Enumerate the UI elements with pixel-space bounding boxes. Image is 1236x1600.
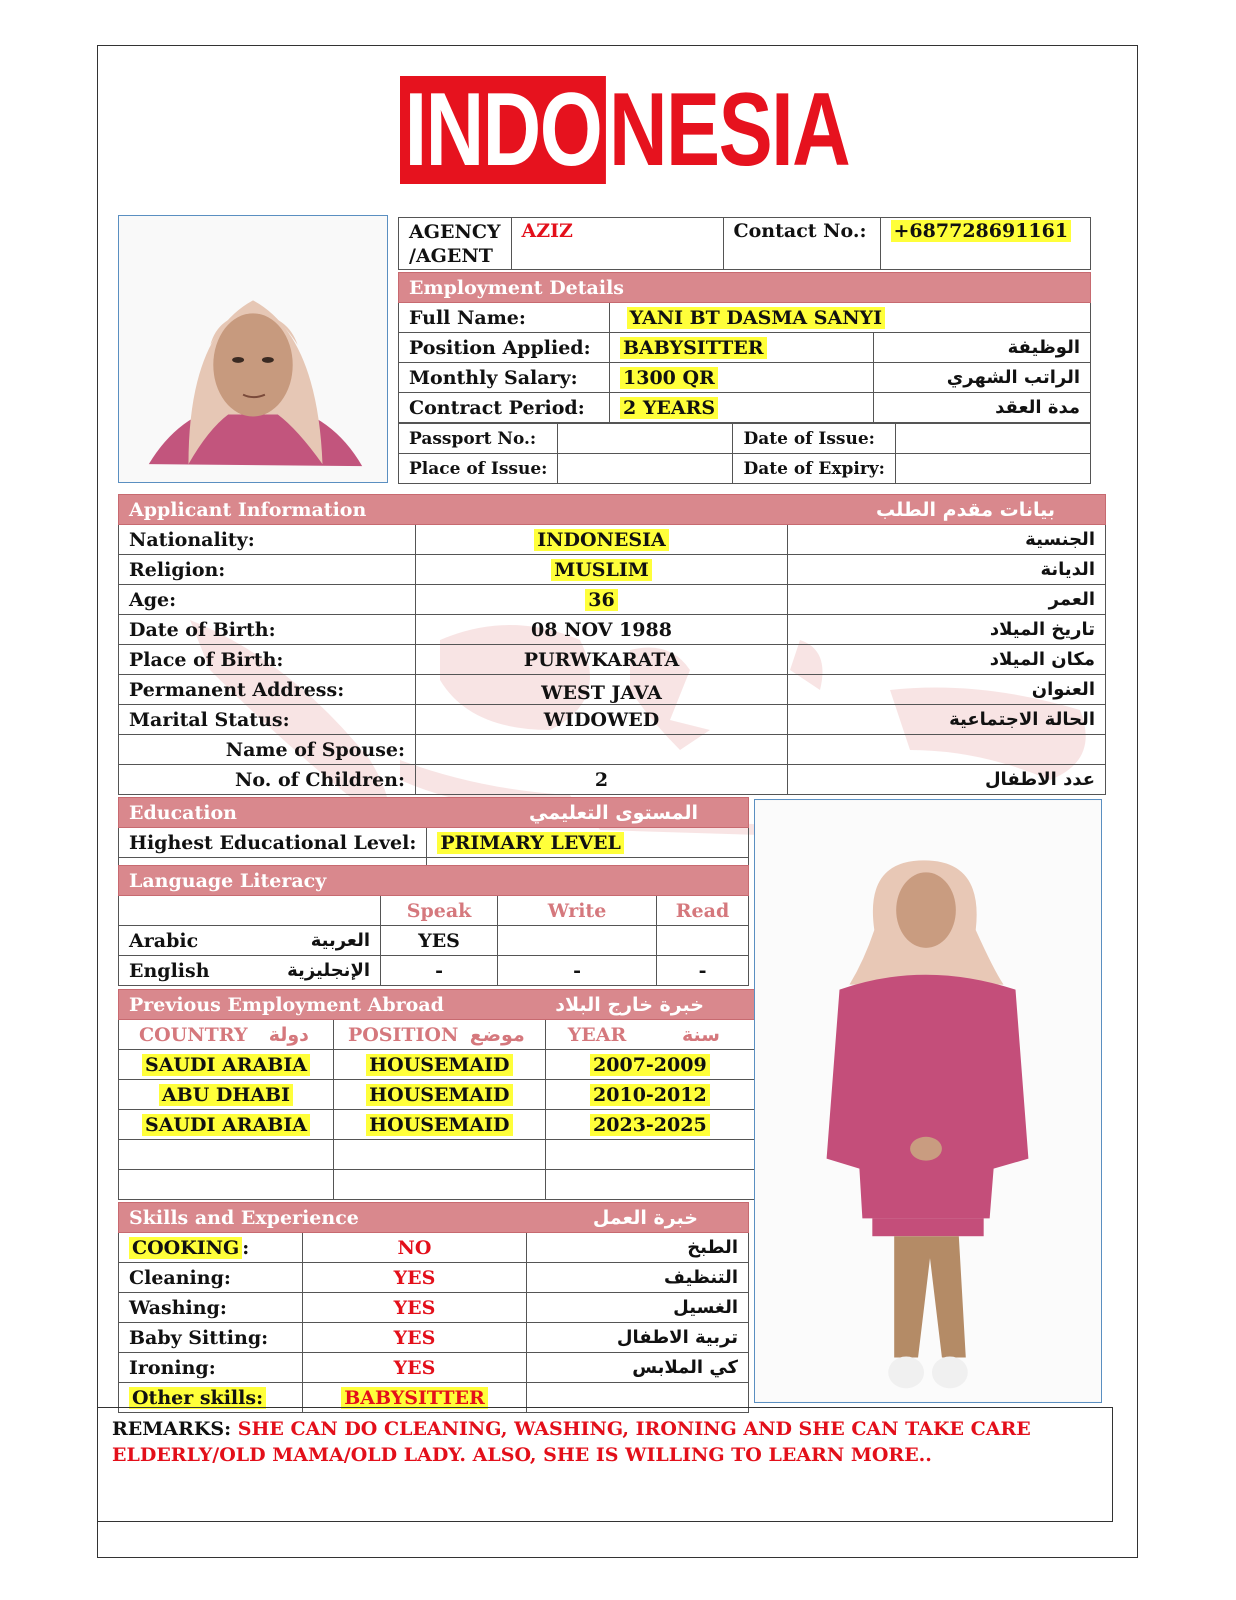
education-level-label: Highest Educational Level:	[119, 828, 427, 858]
address-value: WEST JAVA	[416, 675, 788, 705]
washing-ar: الغسيل	[527, 1293, 749, 1323]
children-ar: عدد الاطفال	[788, 765, 1106, 795]
washing-label: Washing:	[119, 1293, 303, 1323]
previous-header: Previous Employment Abroad	[119, 990, 546, 1020]
contact-label: Contact No.:	[723, 218, 880, 270]
ironing-ar: كي الملابس	[527, 1353, 749, 1383]
position-label: Position Applied:	[399, 333, 610, 363]
prev-empty-a1	[119, 1140, 334, 1170]
col-year-ar: سنة	[682, 1023, 720, 1046]
prev-position-3	[333, 1110, 545, 1140]
expiry-date-label: Date of Expiry:	[733, 454, 895, 484]
col-country-en: COUNTRY	[139, 1023, 248, 1046]
full-name-value	[610, 303, 1091, 333]
logo-plain-text: NESIA	[609, 72, 850, 188]
remarks-text: SHE CAN DO CLEANING, WASHING, IRONING AND SHE CAN TAKE CARE ELDERLY/OLD MAMA/OLD LADY. ALSO, SHE IS WILLING TO LEARN MORE..	[112, 1418, 1031, 1466]
prev-position-3-text: HOUSEMAID	[366, 1114, 512, 1136]
prev-year-3-text: 2023-2025	[590, 1114, 710, 1136]
col-position-en: POSITION	[347, 1023, 459, 1046]
previous-header-ar: خبرة خارج البلاد	[545, 990, 754, 1020]
children-value: 2	[416, 765, 788, 795]
nationality: INDONESIA	[534, 529, 668, 551]
cooking-ar: الطبخ	[527, 1233, 749, 1263]
headshot-illustration	[119, 216, 387, 482]
applicant-header-ar: بيانات مقدم الطلب	[788, 495, 1106, 525]
employment-header: Employment Details	[399, 273, 1091, 303]
nationality-value	[416, 525, 788, 555]
cooking-label	[119, 1233, 303, 1263]
col-year-en: YEAR	[567, 1023, 627, 1046]
dob-ar: تاريخ الميلاد	[788, 615, 1106, 645]
ironing-label: Ironing:	[119, 1353, 303, 1383]
arabic-label: Arabic	[119, 926, 239, 956]
english-write: -	[498, 956, 657, 986]
contact-value	[880, 218, 1090, 270]
english-label-ar: الإنجليزية	[239, 956, 381, 986]
cooking-value: NO	[303, 1233, 527, 1263]
headshot-photo	[118, 215, 388, 483]
applicant-header: Applicant Information	[119, 495, 788, 525]
cleaning-value: YES	[303, 1263, 527, 1293]
prev-year-1	[545, 1050, 754, 1080]
prev-country-3	[119, 1110, 334, 1140]
agency-value: AZIZ	[511, 218, 723, 270]
prev-empty-b3	[545, 1170, 754, 1200]
remarks-label: REMARKS:	[112, 1418, 232, 1440]
full-body-photo	[754, 799, 1102, 1403]
education-level: PRIMARY LEVEL	[437, 832, 624, 854]
marital-label: Marital Status:	[119, 705, 416, 735]
place-issue-value	[558, 454, 733, 484]
prev-empty-b2	[333, 1170, 545, 1200]
agency-table	[398, 217, 1091, 270]
arabic-label-ar: العربية	[239, 926, 381, 956]
english-speak: -	[381, 956, 498, 986]
salary: 1300 QR	[620, 367, 718, 389]
col-write: Write	[498, 896, 657, 926]
prev-empty-a2	[333, 1140, 545, 1170]
logo-boxed-text: INDO	[400, 76, 606, 184]
education-level-value	[427, 828, 749, 858]
nationality-label: Nationality:	[119, 525, 416, 555]
remarks-box	[97, 1407, 1113, 1522]
pob-ar: مكان الميلاد	[788, 645, 1106, 675]
agency-label	[399, 218, 512, 270]
cleaning-label: Cleaning:	[119, 1263, 303, 1293]
position: BABYSITTER	[620, 337, 767, 359]
salary-value	[610, 363, 874, 393]
english-label: English	[119, 956, 239, 986]
age-label: Age:	[119, 585, 416, 615]
address-label: Permanent Address:	[119, 675, 416, 705]
marital-ar: الحالة الاجتماعية	[788, 705, 1106, 735]
ironing-value: YES	[303, 1353, 527, 1383]
cooking-text: COOKING	[129, 1237, 242, 1259]
education-header-ar: المستوى التعليمي	[427, 798, 749, 828]
issue-date-label: Date of Issue:	[733, 424, 895, 454]
language-table	[118, 865, 749, 986]
col-position-ar: موضع	[469, 1023, 525, 1046]
prev-year-3	[545, 1110, 754, 1140]
col-speak: Speak	[381, 896, 498, 926]
passport-table	[398, 423, 1091, 484]
religion-label: Religion:	[119, 555, 416, 585]
pob-label: Place of Birth:	[119, 645, 416, 675]
agency-label-line1: AGENCY	[409, 220, 501, 243]
arabic-read	[657, 926, 749, 956]
col-year	[545, 1020, 754, 1050]
prev-position-1	[333, 1050, 545, 1080]
previous-employment-table	[118, 989, 755, 1200]
marital-value: WIDOWED	[416, 705, 788, 735]
passport-no-label: Passport No.:	[399, 424, 558, 454]
dob-value: 08 NOV 1988	[416, 615, 788, 645]
salary-label: Monthly Salary:	[399, 363, 610, 393]
issue-date-value	[895, 424, 1090, 454]
prev-position-1-text: HOUSEMAID	[366, 1054, 512, 1076]
prev-country-1-text: SAUDI ARABIA	[142, 1054, 310, 1076]
place-issue-label: Place of Issue:	[399, 454, 558, 484]
prev-year-1-text: 2007-2009	[590, 1054, 710, 1076]
education-header: Education	[119, 798, 427, 828]
cleaning-ar: التنظيف	[527, 1263, 749, 1293]
english-read: -	[657, 956, 749, 986]
full-body-illustration	[755, 800, 1101, 1402]
address-ar: العنوان	[788, 675, 1106, 705]
dob-label: Date of Birth:	[119, 615, 416, 645]
prev-position-2	[333, 1080, 545, 1110]
position-value	[610, 333, 874, 363]
other-skills: BABYSITTER	[341, 1387, 488, 1409]
employment-table	[398, 272, 1091, 423]
contract-label: Contract Period:	[399, 393, 610, 423]
skills-header-ar: خبرة العمل	[527, 1203, 749, 1233]
spouse-ar	[788, 735, 1106, 765]
cooking-colon: :	[242, 1236, 250, 1259]
col-position	[333, 1020, 545, 1050]
children-label: No. of Children:	[119, 765, 416, 795]
full-name-label: Full Name:	[399, 303, 610, 333]
prev-country-2	[119, 1080, 334, 1110]
prev-year-2	[545, 1080, 754, 1110]
applicant-table	[118, 494, 1106, 795]
salary-ar: الراتب الشهري	[874, 363, 1091, 393]
prev-year-2-text: 2010-2012	[590, 1084, 710, 1106]
washing-value: YES	[303, 1293, 527, 1323]
education-table	[118, 797, 749, 866]
agency-label-line2: /AGENT	[409, 244, 493, 267]
full-name: YANI BT DASMA SANYI	[627, 307, 885, 329]
prev-empty-a3	[545, 1140, 754, 1170]
prev-empty-b1	[119, 1170, 334, 1200]
arabic-write	[498, 926, 657, 956]
spouse-label: Name of Spouse:	[119, 735, 416, 765]
religion: MUSLIM	[551, 559, 652, 581]
col-read: Read	[657, 896, 749, 926]
babysitting-label: Baby Sitting:	[119, 1323, 303, 1353]
religion-ar: الديانة	[788, 555, 1106, 585]
col-country	[119, 1020, 334, 1050]
other-skills-text: Other skills:	[129, 1387, 266, 1409]
skills-header: Skills and Experience	[119, 1203, 527, 1233]
contract-ar: مدة العقد	[874, 393, 1091, 423]
contract: 2 YEARS	[620, 397, 718, 419]
language-corner	[119, 896, 381, 926]
skills-table	[118, 1202, 749, 1413]
passport-no-value	[558, 424, 733, 454]
contract-value	[610, 393, 874, 423]
spouse-value	[416, 735, 788, 765]
position-ar: الوظيفة	[874, 333, 1091, 363]
arabic-speak: YES	[381, 926, 498, 956]
prev-country-1	[119, 1050, 334, 1080]
religion-value	[416, 555, 788, 585]
age-value	[416, 585, 788, 615]
language-header: Language Literacy	[119, 866, 749, 896]
expiry-date-value	[895, 454, 1090, 484]
age-ar: العمر	[788, 585, 1106, 615]
prev-country-2-text: ABU DHABI	[159, 1084, 293, 1106]
prev-position-2-text: HOUSEMAID	[366, 1084, 512, 1106]
col-country-ar: دولة	[268, 1023, 309, 1046]
babysitting-value: YES	[303, 1323, 527, 1353]
contact-number: +687728691161	[891, 220, 1072, 242]
age: 36	[585, 589, 617, 611]
pob-value: PURWKARATA	[416, 645, 788, 675]
babysitting-ar: تربية الاطفال	[527, 1323, 749, 1353]
prev-country-3-text: SAUDI ARABIA	[142, 1114, 310, 1136]
nationality-ar: الجنسية	[788, 525, 1106, 555]
indonesia-logo	[400, 72, 850, 188]
